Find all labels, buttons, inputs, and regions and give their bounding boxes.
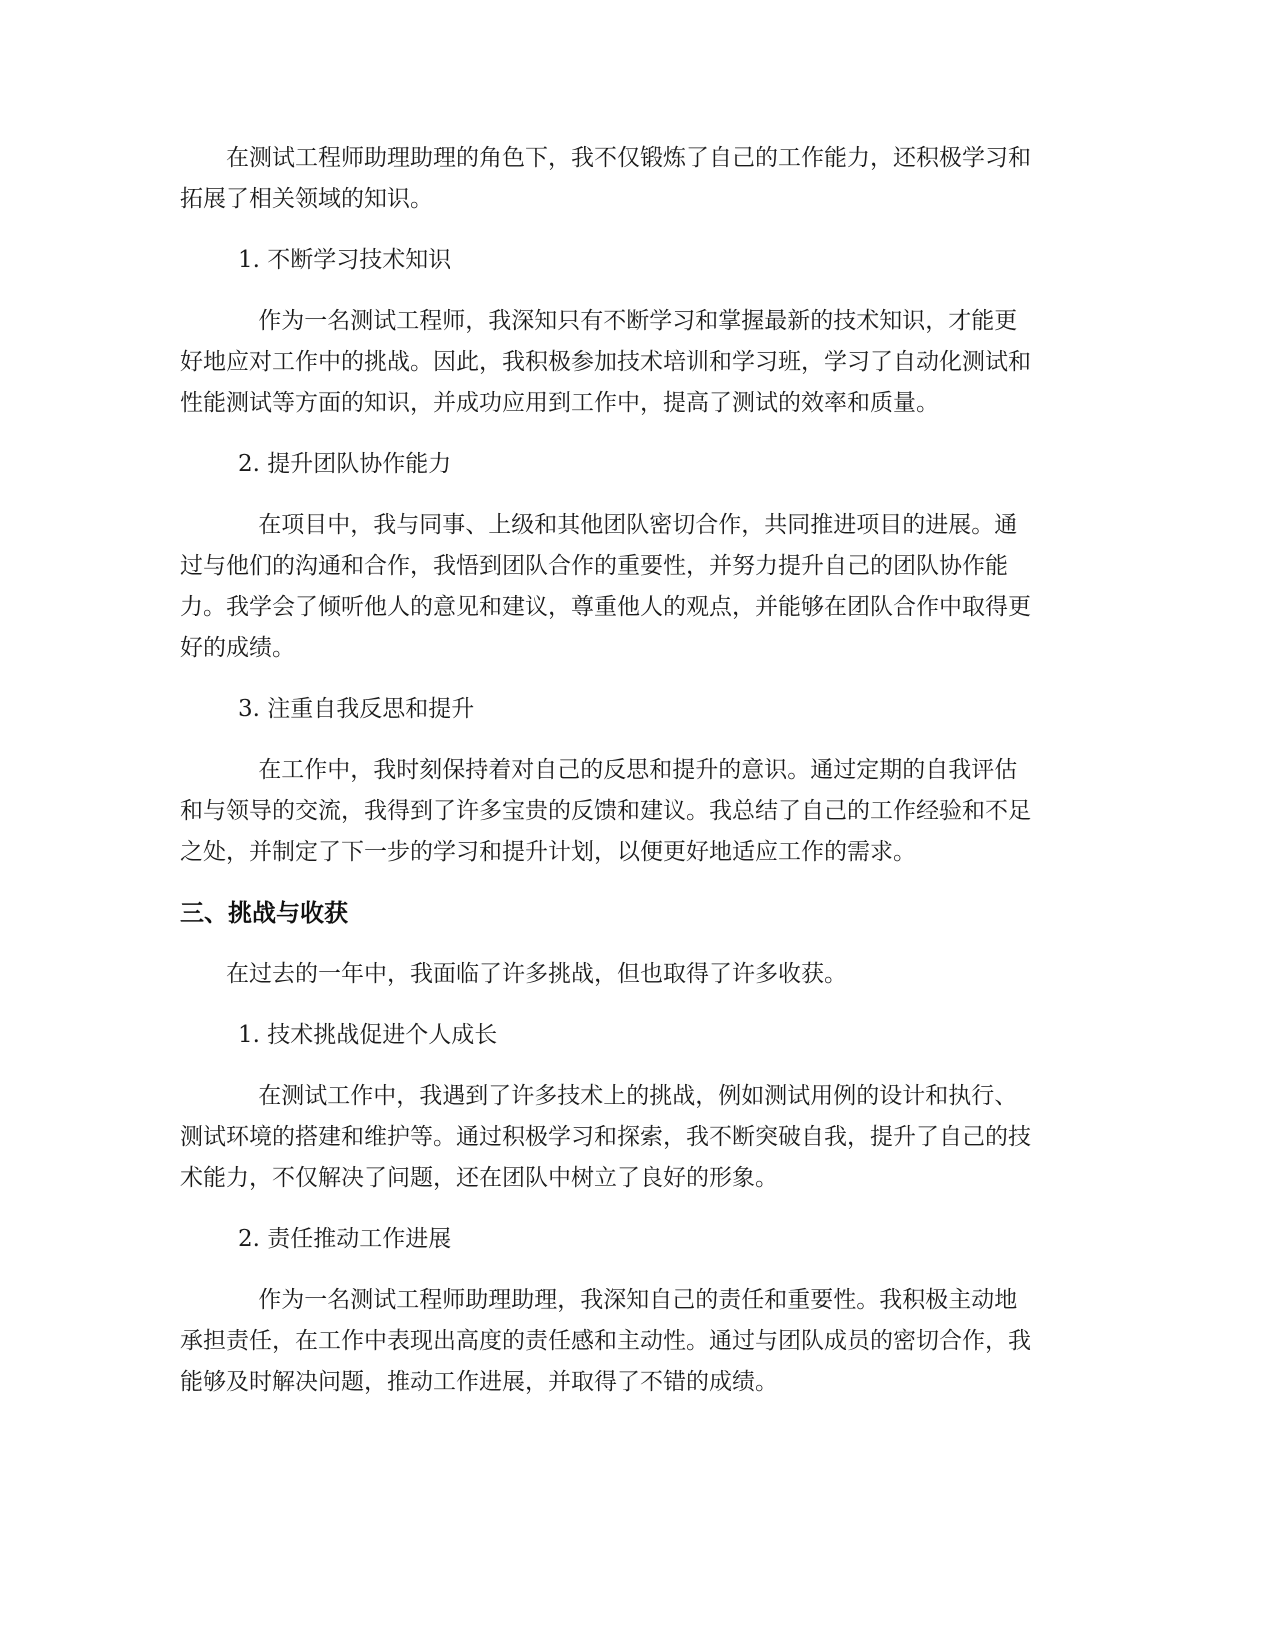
section2-intro: 在测试工程师助理助理的角色下，我不仅锻炼了自己的工作能力，还积极学习和拓展了相关领域的知识。 [180,145,1031,212]
item-title: 3. 注重自我反思和提升 [238,696,475,722]
item-title: 1. 不断学习技术知识 [238,247,452,273]
item-body: 作为一名测试工程师，我深知只有不断学习和掌握最新的技术知识，才能更好地应对工作中的挑战。因此，我积极参加技术培训和学习班，学习了自动化测试和性能测试等方面的知识，并成功应用到工作中，提高了测试的效率和质量。 [180,308,1031,416]
item-title: 2. 责任推动工作进展 [238,1226,452,1252]
item-title: 2. 提升团队协作能力 [238,451,452,477]
item-title: 1. 技术挑战促进个人成长 [238,1022,498,1048]
item-body: 在测试工作中，我遇到了许多技术上的挑战，例如测试用例的设计和执行、测试环境的搭建和维护等。通过积极学习和探索，我不断突破自我，提升了自己的技术能力，不仅解决了问题，还在团队中树立了良好的形象。 [180,1083,1031,1191]
item-body: 在工作中，我时刻保持着对自己的反思和提升的意识。通过定期的自我评估和与领导的交流，我得到了许多宝贵的反馈和建议。我总结了自己的工作经验和不足之处，并制定了下一步的学习和提升计划，以便更好地适应工作的需求。 [180,757,1031,865]
item-body: 在项目中，我与同事、上级和其他团队密切合作，共同推进项目的进展。通过与他们的沟通和合作，我悟到团队合作的重要性，并努力提升自己的团队协作能力。我学会了倾听他人的意见和建议，尊重他人的观点，并能够在团队合作中取得更好的成绩。 [180,512,1031,661]
document-page [180,138,1040,1403]
section3-heading: 三、挑战与收获 [180,899,348,927]
section3-intro: 在过去的一年中，我面临了许多挑战，但也取得了许多收获。 [226,961,847,987]
item-body: 作为一名测试工程师助理助理，我深知自己的责任和重要性。我积极主动地承担责任，在工作中表现出高度的责任感和主动性。通过与团队成员的密切合作，我能够及时解决问题，推动工作进展，并取得了不错的成绩。 [180,1287,1031,1395]
